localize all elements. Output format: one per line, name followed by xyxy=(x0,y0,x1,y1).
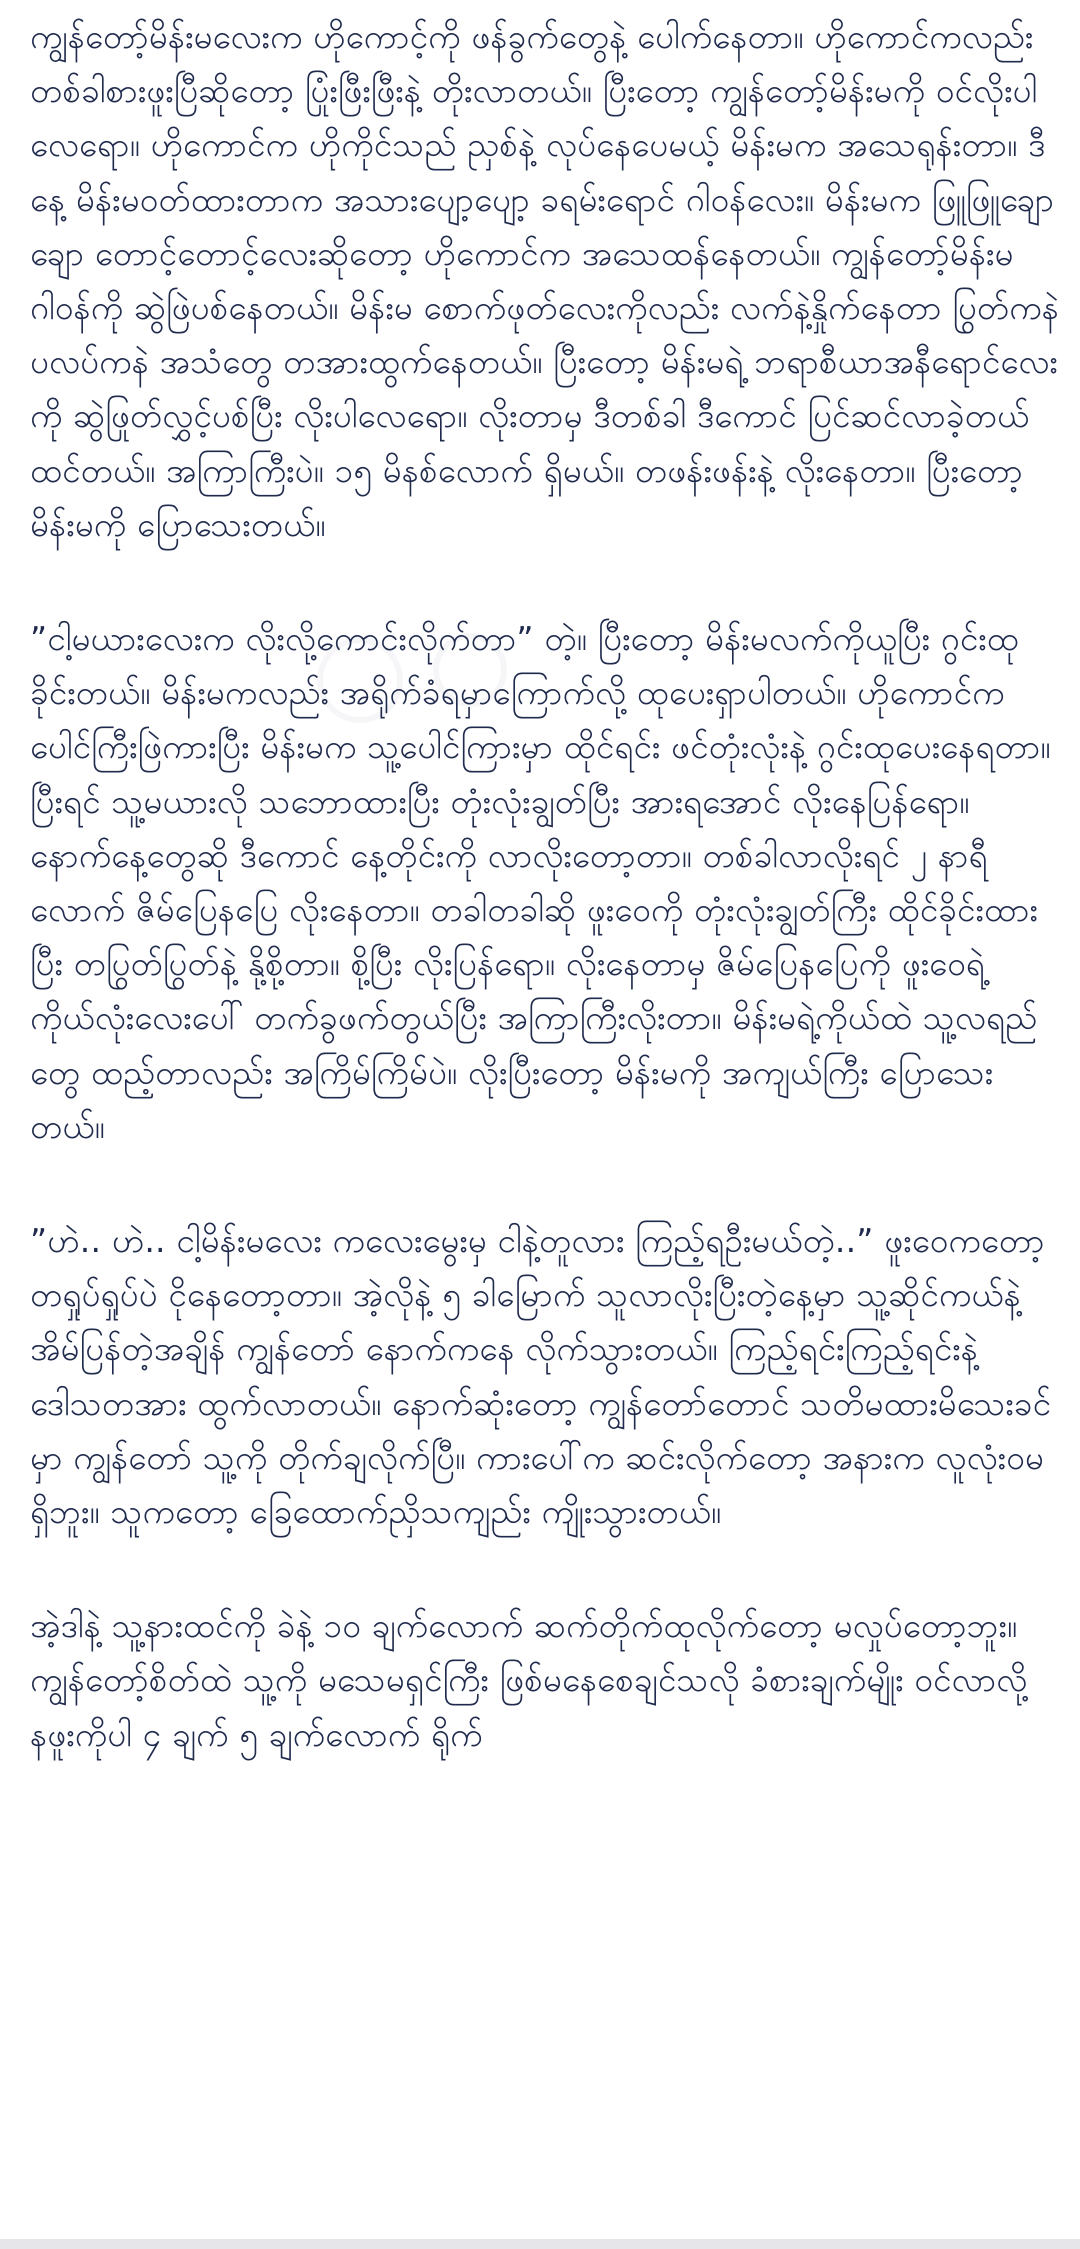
paragraph-1: ကျွန်တော့်မိန်းမလေးက ဟိုကောင့်ကို ဖန်ခွက်တွေနဲ့ ပေါက်နေတာ။ ဟိုကောင်ကလည်း တစ်ခါစားဖူးပြီဆိုတော့ ပြုံးဖြီးဖြီးနဲ့ တိုးလာတယ်။ ပြီးတော့ ကျွန်တော့်မိန်းမကို ဝင်လိုးပါလေရော။ ဟိုကောင်က ဟိုကိုင်သည် ညှစ်နဲ့ လုပ်နေပေမယ့် မိန်းမက အသေရုန်းတာ။ ဒီနေ့ မိန်းမဝတ်ထားတာက အသားပျော့ပျော့ ခရမ်းရောင် ဂါဝန်လေး။ မိန်းမက ဖြူဖြူချောချော တောင့်တောင့်လေးဆိုတော့ ဟိုကောင်က အသေထန်နေတယ်။ ကျွန်တော့်မိန်းမ ဂါဝန်ကို ဆွဲဖြဲပစ်နေတယ်။ မိန်းမ စောက်ဖုတ်လေးကိုလည်း လက်နဲ့နှိုက်နေတာ ပြွတ်ကနဲ ပလပ်ကနဲ အသံတွေ တအားထွက်နေတယ်။ ပြီးတော့ မိန်းမရဲ့ ဘရာစီယာအနီရောင်လေးကို ဆွဲဖြုတ်လွှင့်ပစ်ပြီး လိုးပါလေရော။ လိုးတာမှ ဒီတစ်ခါ ဒီကောင် ပြင်ဆင်လာခဲ့တယ်ထင်တယ်။ အကြာကြီးပဲ။ ၁၅ မိနစ်လောက် ရှိမယ်။ တဖန်းဖန်းနဲ့ လိုးနေတာ။ ပြီးတော့ မိန်းမကို ပြောသေးတယ်။ xyxy=(30,17,1059,544)
paragraph-2: ”ငါ့မယားလေးက လိုးလို့ကောင်းလိုက်တာ” တဲ့။ ပြီးတော့ မိန်းမလက်ကိုယူပြီး ဂွင်းထုခိုင်းတယ်။ မိန်းမကလည်း အရိုက်ခံရမှာကြောက်လို့ ထုပေးရှာပါတယ်။ ဟိုကောင်က ပေါင်ကြီးဖြဲကားပြီး မိန်းမက သူ့ပေါင်ကြားမှာ ထိုင်ရင်း ဖင်တုံးလုံးနဲ့ ဂွင်းထုပေးနေရတာ။ ပြီးရင် သူ့မယားလို သဘောထားပြီး တုံးလုံးချွတ်ပြီး အားရအောင် လိုးနေပြန်ရော။ နောက်နေ့တွေဆို ဒီကောင် နေ့တိုင်းကို လာလိုးတော့တာ။ တစ်ခါလာလိုးရင် ၂ နာရီလောက် ဇိမ်ပြေနပြေ လိုးနေတာ။ တခါတခါဆို ဖူးဝေကို တုံးလုံးချွတ်ကြီး ထိုင်ခိုင်းထားပြီး တပြွတ်ပြွတ်နဲ့ နို့စို့တာ။ စို့ပြီး လိုးပြန်ရော။ လိုးနေတာမှ ဇိမ်ပြေနပြေကို ဖူးဝေရဲ့ ကိုယ်လုံးလေးပေါ် တက်ခွဖက်တွယ်ပြီး အကြာကြီးလိုးတာ။ မိန်းမရဲ့ကိုယ်ထဲ သူ့လရည်တွေ ထည့်တာလည်း အကြိမ်ကြိမ်ပဲ။ လိုးပြီးတော့ မိန်းမကို အကျယ်ကြီး ပြောသေးတယ်။ xyxy=(30,619,1051,1146)
article-body xyxy=(30,10,1060,1762)
paragraph-4: အဲ့ဒါနဲ့ သူ့နားထင်ကို ခဲနဲ့ ၁၀ ချက်လောက် ဆက်တိုက်ထုလိုက်တော့ မလှုပ်တော့ဘူး။ ကျွန်တော့်စိတ်ထဲ သူ့ကို မသေမရှင်ကြီး ဖြစ်မနေစေချင်သလို ခံစားချက်မျိုး ဝင်လာလို့ နဖူးကိုပါ ၄ ချက် ၅ ချက်လောက် ရိုက် xyxy=(30,1606,1028,1754)
paragraph-3: ”ဟဲ.. ဟဲ.. ငါ့မိန်းမလေး ကလေးမွေးမှ ငါနဲ့တူလား ကြည့်ရဦးမယ်တဲ့..” ဖူးဝေကတော့ တရှုပ်ရှုပ်ပဲ ငိုနေတော့တာ။ အဲ့လိုနဲ့ ၅ ခါမြောက် သူလာလိုးပြီးတဲ့နေ့မှာ သူ့ဆိုင်ကယ်နဲ့ အိမ်ပြန်တဲ့အချိန် ကျွန်တော် နောက်ကနေ လိုက်သွားတယ်။ ကြည့်ရင်းကြည့်ရင်းနဲ့ ဒေါသတအား ထွက်လာတယ်။ နောက်ဆုံးတော့ ကျွန်တော်တောင် သတိမထားမိသေးခင်မှာ ကျွန်တော် သူ့ကို တိုက်ချလိုက်ပြီ။ ကားပေါ်က ဆင်းလိုက်တော့ အနားက လူလုံးဝမရှိဘူး။ သူကတော့ ခြေထောက်ညှိသကျည်း ကျိုးသွားတယ်။ xyxy=(30,1221,1052,1532)
bottom-edge-bar xyxy=(0,2239,1080,2249)
